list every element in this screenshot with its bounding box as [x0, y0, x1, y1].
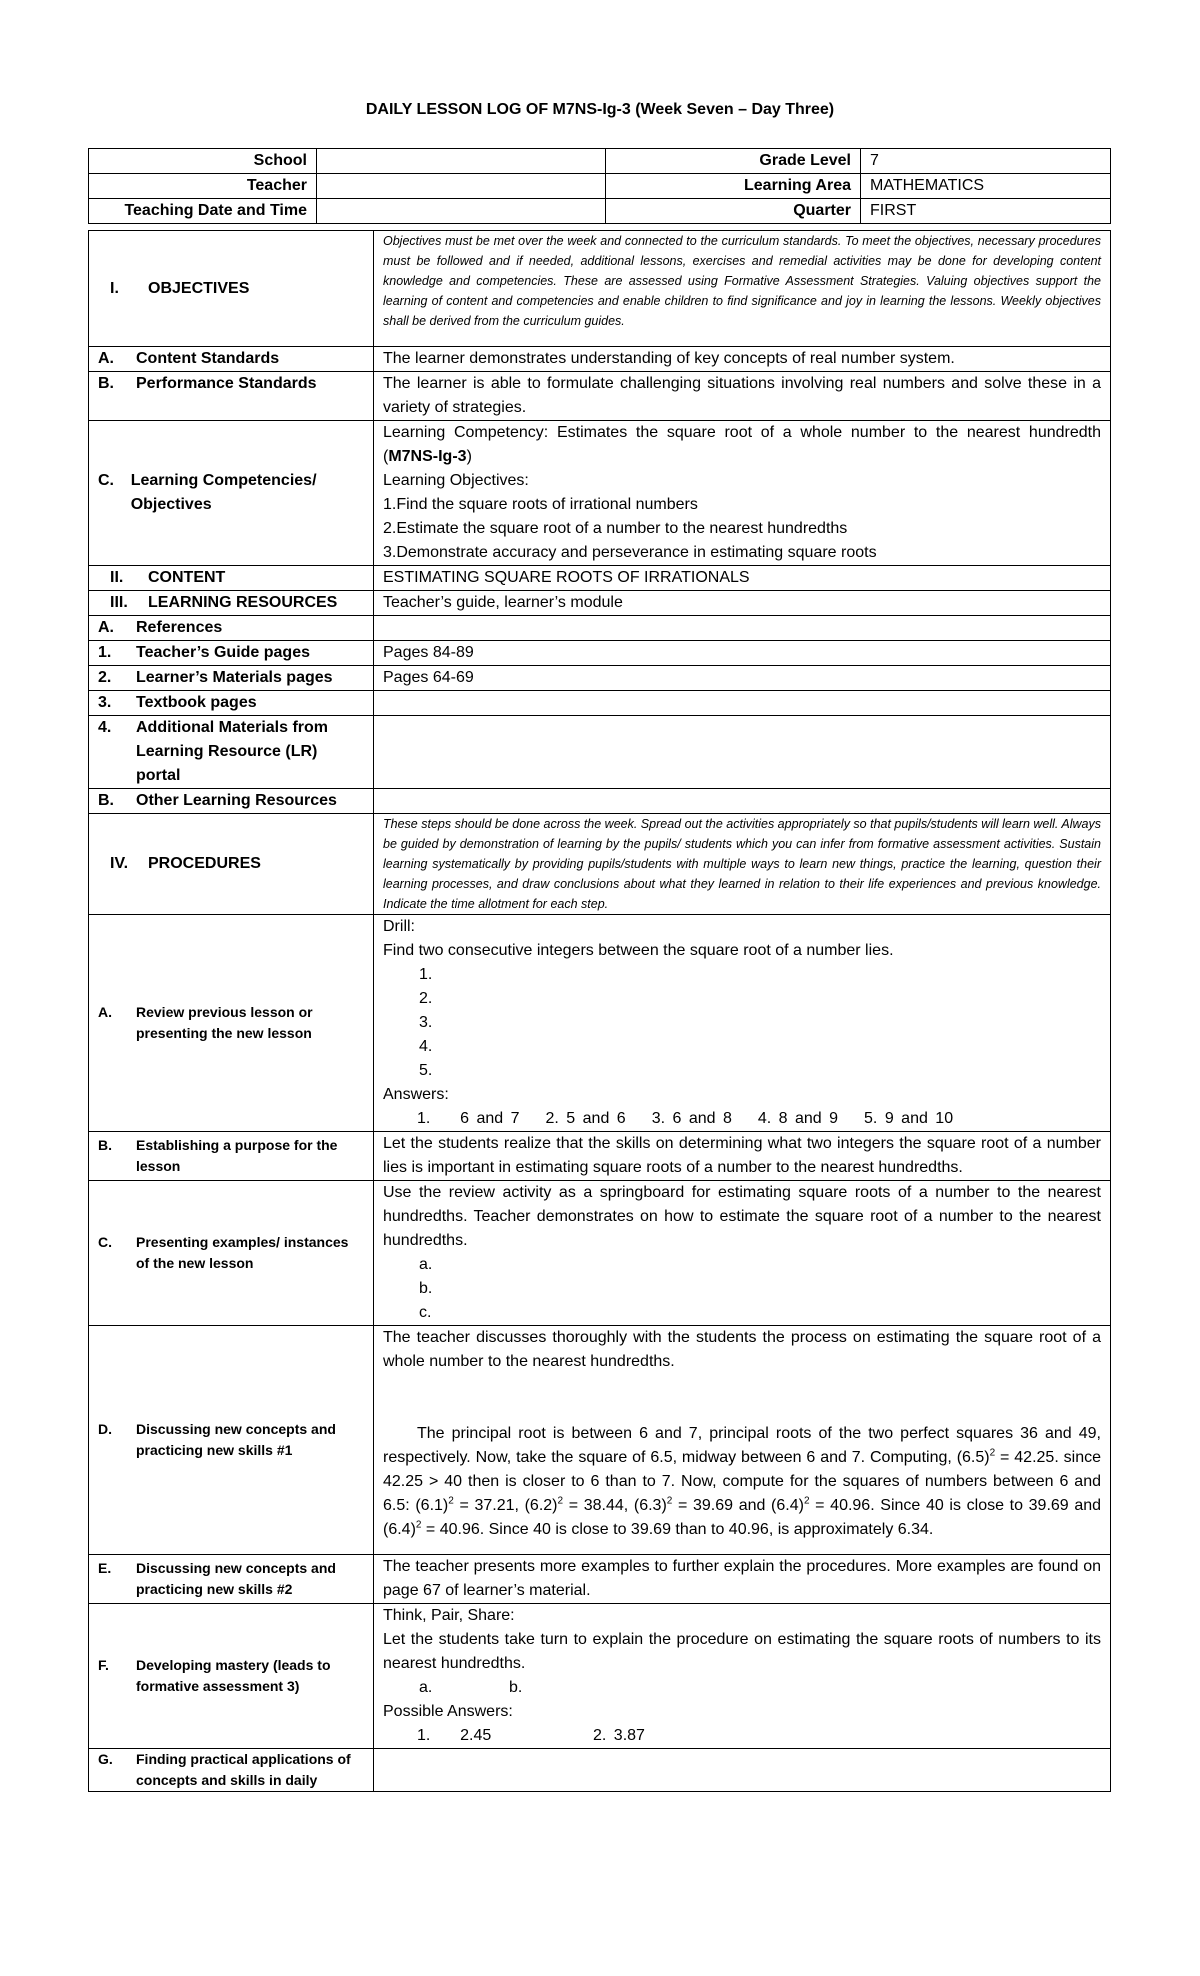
content-standards-label: [89, 347, 374, 372]
objectives-heading: Learning Objectives:: [383, 472, 529, 489]
drill-item: 2.: [419, 990, 433, 1007]
step-f-item: a.: [419, 1679, 433, 1696]
grade-label: Grade Level: [606, 149, 861, 174]
additional-value: [374, 716, 1111, 789]
step-d-intro: The teacher discusses thoroughly with the students the process on estimating the square root of a whole number to the nearest hundredths.: [383, 1329, 1101, 1370]
example-item: a.: [419, 1256, 433, 1273]
step-e-title: Discussing new concepts and practicing new skills #2: [136, 1560, 336, 1597]
school-value: [317, 149, 606, 174]
step-f-title: Developing mastery (leads to formative assessment 3): [136, 1657, 331, 1694]
step-a-title: Review previous lesson or presenting the new lesson: [136, 1004, 313, 1041]
step-c-num: C.: [98, 1234, 112, 1250]
objective-3: 3.Demonstrate accuracy and perseverance in estimating square roots: [383, 544, 877, 561]
lm-pages-value: Pages 64-69: [374, 666, 1111, 691]
step-g-row: [89, 1749, 1111, 1792]
procedures-title: PROCEDURES: [148, 855, 261, 872]
other-resources-num: B.: [98, 792, 114, 809]
competency-close: ): [466, 448, 472, 465]
answer-item: 3. 6 and 8: [651, 1110, 732, 1127]
possible-answer: 2. 3.87: [593, 1727, 645, 1744]
references-num: A.: [98, 619, 114, 636]
drill-item: 5.: [419, 1062, 433, 1079]
additional-label: [89, 716, 374, 789]
objective-2: 2.Estimate the square root of a number to the nearest hundredths: [383, 520, 848, 537]
step-c-text: Use the review activity as a springboard for estimating square roots of a number to the nearest hundredths. Teacher demonstrates on how to estimate the square root of a number to the nearest hundredths.: [383, 1184, 1101, 1249]
procedures-num: IV.: [110, 855, 129, 872]
step-f-label: [89, 1604, 374, 1749]
procedures-note: These steps should be done across the week. Spread out the activities appropriately so that pupils/students will learn well. Always be guided by demonstration of learning by the pupils/ students which you can infer from formative assessment activities. Sustain learning systematically by providing pupils/students with multiple ways to learn new things, practice the learning, question their learning processes, and draw conclusions about what they learned in relation to their life experiences and previous knowledge. Indicate the time allotment for each step.: [374, 814, 1111, 915]
content-value: ESTIMATING SQUARE ROOTS OF IRRATIONALS: [374, 566, 1111, 591]
step-a-label: [89, 915, 374, 1132]
tg-pages-row: [89, 641, 1111, 666]
lm-pages-num: 2.: [98, 669, 112, 686]
resources-row: [89, 591, 1111, 616]
step-d-num: D.: [98, 1421, 112, 1437]
procedures-label: [89, 814, 374, 915]
step-a-row: [89, 915, 1111, 1132]
school-label: School: [89, 149, 317, 174]
resources-num: III.: [110, 594, 128, 611]
competencies-label: [89, 421, 374, 566]
competencies-row: [89, 421, 1111, 566]
step-g-title: Finding practical applications of concepts and skills in daily: [136, 1751, 351, 1788]
tg-pages-title: Teacher’s Guide pages: [136, 644, 310, 661]
additional-row: [89, 716, 1111, 789]
step-c-value: [374, 1181, 1111, 1326]
performance-standards-title: Performance Standards: [136, 375, 317, 392]
competencies-title: Learning Competencies/ Objectives: [130, 472, 317, 513]
step-f-item: b.: [509, 1679, 523, 1696]
page-title: DAILY LESSON LOG OF M7NS-Ig-3 (Week Seven – Day Three): [365, 101, 835, 118]
textbook-label: [89, 691, 374, 716]
step-f-value: [374, 1604, 1111, 1749]
step-b-value: Let the students realize that the skills on determining what two integers the square root of a number lies is important in estimating square roots of a number to the nearest hundredths.: [374, 1132, 1111, 1181]
possible-answers: [383, 1724, 1101, 1748]
step-e-value: The teacher presents more examples to further explain the procedures. More examples are found on page 67 of learner’s material.: [374, 1555, 1111, 1604]
additional-num: 4.: [98, 719, 112, 736]
objectives-label: [89, 231, 374, 347]
objectives-title: OBJECTIVES: [148, 279, 250, 297]
example-item: c.: [419, 1304, 432, 1321]
teacher-label: Teacher: [89, 174, 317, 199]
content-standards-value: The learner demonstrates understanding of key concepts of real number system.: [374, 347, 1111, 372]
performance-standards-label: [89, 372, 374, 421]
step-f-items: [383, 1676, 1101, 1700]
content-label: [89, 566, 374, 591]
step-a-num: A.: [98, 1004, 112, 1020]
grade-value: 7: [861, 149, 1111, 174]
step-g-label: [89, 1749, 374, 1792]
step-e-label: [89, 1555, 374, 1604]
resources-label: [89, 591, 374, 616]
think-pair-share: Think, Pair, Share:: [383, 1607, 515, 1624]
resources-value: Teacher’s guide, learner’s module: [374, 591, 1111, 616]
competencies-num: C.: [98, 472, 114, 489]
content-num: II.: [110, 569, 124, 586]
teacher-value: [317, 174, 606, 199]
content-standards-title: Content Standards: [136, 350, 280, 367]
step-c-title: Presenting examples/ instances of the new lesson: [136, 1234, 349, 1271]
answer-item: 1. 6 and 7: [417, 1110, 520, 1127]
step-d-paragraph: The principal root is between 6 and 7, principal roots of the two perfect squares 36 and 49, respectively. Now, take the square of 6.5, midway between 6 and 7. Computing, $(6.5)^2 = 42.25$. since 42.25 > 40 then is closer to 6 than to 7. Now, compute for the squares of numbers between 6 and 6.5: $(6.1)^2 = 37.21$, $(6.2)^2 = 38.44$, $(6.3)^2 = 39.69$ and $(6.4)^2 = 40.96$. Since 40 is close to 39.69 and $(6.4)^2 = 40.96$. Since 40 is close to 39.69 than to 40.96, is approximately 6.34.: [383, 1425, 1102, 1538]
resources-title: LEARNING RESOURCES: [148, 594, 338, 611]
quarter-label: Quarter: [606, 199, 861, 224]
drill-instruction: Find two consecutive integers between the square root of a number lies.: [383, 942, 894, 959]
answers-line: [383, 1107, 1101, 1131]
example-item: b.: [419, 1280, 433, 1297]
date-value: [317, 199, 606, 224]
header-table: [88, 148, 1111, 224]
area-value: MATHEMATICS: [861, 174, 1111, 199]
step-d-row: [89, 1326, 1111, 1555]
step-f-num: F.: [98, 1657, 109, 1673]
references-value: [374, 616, 1111, 641]
references-row: [89, 616, 1111, 641]
drill-heading: Drill:: [383, 918, 415, 935]
possible-answer: 1. 2.45: [417, 1727, 492, 1744]
quarter-value: FIRST: [861, 199, 1111, 224]
other-resources-label: [89, 789, 374, 814]
procedures-row: [89, 814, 1111, 915]
step-b-num: B.: [98, 1137, 112, 1153]
tg-pages-label: [89, 641, 374, 666]
lm-pages-label: [89, 666, 374, 691]
step-c-row: [89, 1181, 1111, 1326]
performance-standards-value: The learner is able to formulate challenging situations involving real numbers and solve these in a variety of strategies.: [374, 372, 1111, 421]
step-f-row: [89, 1604, 1111, 1749]
step-e-row: [89, 1555, 1111, 1604]
content-standards-row: [89, 347, 1111, 372]
step-d-title: Discussing new concepts and practicing new skills #1: [136, 1421, 336, 1458]
performance-standards-num: B.: [98, 375, 114, 392]
step-b-title: Establishing a purpose for the lesson: [136, 1137, 338, 1174]
competency-text: Learning Competency: Estimates the square root of a whole number to the nearest hundredth (: [383, 424, 1101, 465]
area-label: Learning Area: [606, 174, 861, 199]
step-d-label: [89, 1326, 374, 1555]
lesson-table: [88, 230, 1111, 1792]
other-resources-value: [374, 789, 1111, 814]
answer-item: 4. 8 and 9: [757, 1110, 839, 1127]
content-title: CONTENT: [148, 569, 226, 586]
references-label: [89, 616, 374, 641]
answers-heading: Answers:: [383, 1086, 449, 1103]
step-b-label: [89, 1132, 374, 1181]
step-e-num: E.: [98, 1560, 112, 1576]
competency-code: M7NS-Ig-3: [388, 448, 467, 465]
tg-pages-num: 1.: [98, 644, 112, 661]
other-resources-title: Other Learning Resources: [136, 792, 337, 809]
objectives-num: I.: [110, 279, 119, 297]
step-a-value: [374, 915, 1111, 1132]
step-c-label: [89, 1181, 374, 1326]
step-g-value: [374, 1749, 1111, 1792]
objective-1: 1.Find the square roots of irrational numbers: [383, 496, 698, 513]
drill-item: 1.: [419, 966, 433, 983]
performance-standards-row: [89, 372, 1111, 421]
objectives-note: Objectives must be met over the week and connected to the curriculum standards. To meet the objectives, necessary procedures must be followed and if needed, additional lessons, exercises and remedial activities may be done for developing content knowledge and competencies. These are assessed using Formative Assessment Strategies. Valuing objectives support the learning of content and competencies and enable children to find significance and joy in learning the lessons. Weekly objectives shall be derived from the curriculum guides.: [374, 231, 1111, 347]
step-d-value: [374, 1326, 1111, 1555]
content-standards-num: A.: [98, 350, 114, 367]
drill-item: 4.: [419, 1038, 433, 1055]
date-label: Teaching Date and Time: [89, 199, 317, 224]
step-b-row: [89, 1132, 1111, 1181]
textbook-title: Textbook pages: [136, 694, 257, 711]
drill-item: 3.: [419, 1014, 433, 1031]
possible-answers-heading: Possible Answers:: [383, 1703, 513, 1720]
step-g-num: G.: [98, 1751, 113, 1767]
lm-pages-title: Learner’s Materials pages: [136, 669, 333, 686]
other-resources-row: [89, 789, 1111, 814]
answer-item: 5. 9 and 10: [864, 1110, 954, 1127]
answer-item: 2. 5 and 6: [545, 1110, 626, 1127]
step-f-instruction: Let the students take turn to explain the procedure on estimating the square roots of numbers to its nearest hundredths.: [383, 1631, 1101, 1672]
objectives-row: [89, 231, 1111, 347]
competencies-value: [374, 421, 1111, 566]
textbook-num: 3.: [98, 694, 112, 711]
textbook-row: [89, 691, 1111, 716]
references-title: References: [136, 619, 223, 636]
textbook-value: [374, 691, 1111, 716]
tg-pages-value: Pages 84-89: [374, 641, 1111, 666]
lm-pages-row: [89, 666, 1111, 691]
content-row: [89, 566, 1111, 591]
additional-title: Additional Materials from Learning Resource (LR) portal: [136, 719, 329, 784]
